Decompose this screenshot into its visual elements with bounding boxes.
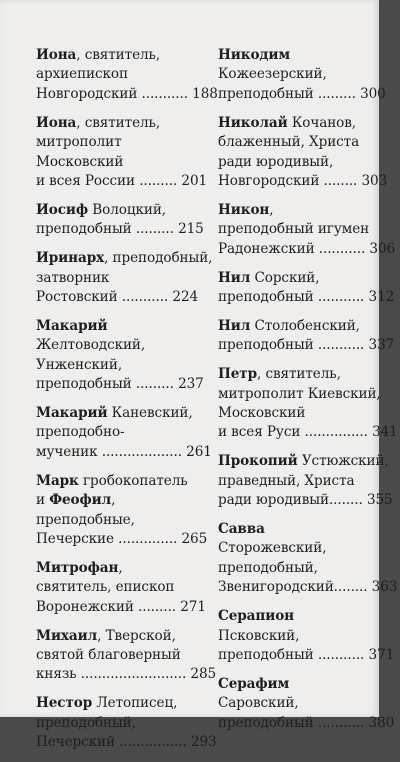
entry-text: митрополит Киевский, <box>218 385 381 402</box>
entry-text: , святитель, <box>257 366 341 383</box>
saint-name: Петр <box>218 366 258 383</box>
entry-text: гробокопатель <box>78 472 188 489</box>
index-entry <box>36 114 208 192</box>
entry-text: митрополит <box>36 134 122 151</box>
index-entry-line <box>218 240 396 259</box>
saint-name: Никон <box>218 201 270 218</box>
entry-text: Новгородский ........ <box>218 172 358 189</box>
index-entry-line <box>36 694 198 713</box>
entry-text: 303 <box>357 172 388 189</box>
entry-text: Столобенский, <box>250 317 360 334</box>
entry-text: Звенигородский........ <box>218 579 368 596</box>
saint-name: Нестор <box>36 695 93 712</box>
entry-text: 341 <box>367 424 398 441</box>
index-entry-line <box>36 472 198 491</box>
entry-text: Радонежский ........... <box>218 240 366 257</box>
index-entry-line <box>218 365 380 384</box>
saint-name: Марк <box>36 472 79 489</box>
index-entry-line <box>36 578 198 597</box>
index-entry-line <box>218 201 380 220</box>
entry-text: 355 <box>362 492 393 509</box>
entry-text: 261 <box>181 443 212 460</box>
index-entry <box>218 520 398 598</box>
index-entry <box>218 201 396 259</box>
entry-text: , <box>111 492 116 509</box>
entry-text: 312 <box>364 288 395 305</box>
saint-name: Иринарх <box>36 250 105 267</box>
entry-text: 293 <box>186 734 217 751</box>
index-entry-line <box>36 336 198 355</box>
index-entry <box>36 472 208 550</box>
index-entry-line <box>218 133 380 152</box>
index-entry-line <box>36 665 217 684</box>
entry-text: 237 <box>173 376 204 393</box>
index-entry-line <box>36 172 208 191</box>
entry-text: Новгородский ........... <box>36 85 188 102</box>
entry-text: , святитель, <box>76 47 161 63</box>
index-entry-line <box>36 443 212 462</box>
saint-name: Михаил <box>36 627 98 644</box>
index-entry-line <box>36 114 198 133</box>
saint-name: Макарий <box>36 405 108 421</box>
saint-name: Никодим <box>218 47 291 63</box>
index-entry-line <box>218 336 395 355</box>
index-entry-line <box>36 201 198 220</box>
index-entry-line <box>36 220 204 239</box>
saint-name: Иосиф <box>36 201 89 218</box>
entry-text: мученик ................... <box>36 443 182 460</box>
index-entry <box>36 317 204 395</box>
entry-text: и всея России ......... <box>36 172 178 189</box>
entry-text: Московский <box>36 153 124 170</box>
entry-text: 300 <box>355 85 386 102</box>
index-entry-line <box>36 598 206 617</box>
entry-text: преподобно- <box>36 424 125 441</box>
saint-name: Савва <box>218 521 265 538</box>
entry-text: 271 <box>176 598 206 615</box>
entry-text: , Тверской, <box>97 627 176 644</box>
index-entry-line <box>218 404 380 423</box>
entry-text: преподобный ........... <box>218 714 365 731</box>
saint-name: Серапион <box>218 608 295 625</box>
entry-text: и <box>36 492 50 509</box>
entry-text: преподобные, <box>36 511 135 528</box>
entry-text: 363 <box>367 579 398 596</box>
entry-text: 201 <box>177 172 208 189</box>
index-entry-line <box>218 578 398 597</box>
entry-text: преподобный ........... <box>218 337 365 354</box>
entry-text: Кочанов, <box>287 114 357 131</box>
index-entry-line <box>218 85 386 104</box>
index-entry-line <box>218 646 395 665</box>
index-entry-line <box>36 511 198 530</box>
entry-text: , <box>269 201 274 218</box>
index-entry <box>36 249 213 307</box>
index-entry <box>36 46 218 104</box>
entry-text: Сорский, <box>250 269 320 286</box>
index-entry <box>36 694 217 752</box>
index-entry-line <box>218 520 380 539</box>
index-entry-line <box>218 539 380 558</box>
index-entry <box>218 452 393 510</box>
index-entry-line <box>36 491 198 510</box>
index-entry <box>218 365 398 443</box>
entry-text: Желтоводский, <box>36 337 146 354</box>
index-entry-line <box>36 65 198 84</box>
index-entry-line <box>36 530 208 549</box>
index-entry-line <box>36 627 198 646</box>
index-entry-line <box>218 491 393 510</box>
index-entry-line <box>36 85 218 104</box>
entry-text: 265 <box>177 530 208 547</box>
index-entry-line <box>36 404 198 423</box>
entry-text: Каневский, <box>107 405 193 421</box>
entry-text: Летописец, <box>92 695 178 712</box>
index-entry <box>218 46 386 104</box>
index-entry-line <box>218 627 380 646</box>
index-entry-line <box>36 646 198 665</box>
entry-text: блаженный, Христа <box>218 134 360 151</box>
index-entry-line <box>36 423 198 442</box>
entry-text: преподобный игумен <box>218 221 370 238</box>
entry-text: , преподобный, <box>104 250 213 267</box>
entry-text: 215 <box>173 221 204 238</box>
index-entry-line <box>36 733 217 752</box>
index-entry-line <box>218 472 380 491</box>
entry-text: Волоцкий, <box>88 201 167 218</box>
saint-name: Нил <box>218 269 251 286</box>
entry-text: 371 <box>364 646 395 663</box>
entry-text: праведный, Христа <box>218 472 355 489</box>
saint-name: Иона <box>36 47 77 63</box>
entry-text: Печерский ................ <box>36 734 187 751</box>
index-column-right <box>218 46 398 743</box>
entry-text: Ростовский ........... <box>36 288 169 305</box>
index-entry-line <box>36 356 198 375</box>
entry-text: святитель, епископ <box>36 579 175 596</box>
index-entry-line <box>36 249 213 268</box>
index-entry <box>218 114 388 192</box>
saint-name: Николай <box>218 114 288 131</box>
index-entry <box>218 269 395 308</box>
entry-text: преподобный ........... <box>218 646 365 663</box>
index-entry-line <box>36 375 204 394</box>
index-entry-line <box>36 317 198 336</box>
index-entry-line <box>36 153 198 172</box>
saint-name: Серафим <box>218 675 290 692</box>
entry-text: ради юродивый........ <box>218 492 363 509</box>
index-entry-line <box>218 675 380 694</box>
index-entry-line <box>36 288 198 307</box>
saint-name: Нил <box>218 317 251 334</box>
index-entry-line <box>218 607 380 626</box>
entry-text: Воронежский ......... <box>36 598 177 615</box>
index-entry-line <box>218 317 380 336</box>
entry-text: архиепископ <box>36 66 128 83</box>
entry-text: 188 <box>187 85 218 102</box>
index-entry-line <box>36 46 198 65</box>
saint-name: Прокопий <box>218 453 298 470</box>
index-entry <box>36 201 204 240</box>
index-entry-line <box>218 220 380 239</box>
index-entry-line <box>36 133 198 152</box>
entry-text: князь ......................... <box>36 666 187 683</box>
index-entry-line <box>36 559 198 578</box>
entry-text: Унженский, <box>36 356 123 373</box>
entry-text: преподобный ......... <box>218 85 356 102</box>
entry-text: Устюжский, <box>297 453 389 470</box>
entry-text: Сторожевский, <box>218 540 327 557</box>
index-column-left <box>36 46 218 762</box>
entry-text: и всея Руси ............... <box>218 424 368 441</box>
index-entry <box>218 317 395 356</box>
index-entry <box>36 559 206 617</box>
entry-text: преподобный ......... <box>36 221 174 238</box>
entry-text: 380 <box>364 714 395 731</box>
entry-text: 285 <box>186 666 217 683</box>
entry-text: 337 <box>364 337 395 354</box>
index-entry-line <box>218 385 380 404</box>
index-entry-line <box>218 423 398 442</box>
entry-text: 224 <box>168 288 199 305</box>
saint-name: Митрофан <box>36 559 119 576</box>
index-entry-line <box>218 269 380 288</box>
index-entry <box>36 627 217 685</box>
index-entry-line <box>218 288 395 307</box>
index-entry-line <box>218 65 380 84</box>
index-entry-line <box>218 46 380 65</box>
saint-name: Феофил <box>49 492 112 509</box>
entry-text: преподобный, <box>36 714 136 731</box>
entry-text: Печерские .............. <box>36 530 178 547</box>
entry-text: Псковский, <box>218 627 300 644</box>
index-entry-line <box>218 172 388 191</box>
index-entry-line <box>218 153 380 172</box>
entry-text: 306 <box>365 240 396 257</box>
saint-name: Иона <box>36 114 77 131</box>
index-entry <box>36 404 212 462</box>
entry-text: Московский <box>218 405 306 421</box>
entry-text: Саровский, <box>218 695 299 712</box>
index-entry-line <box>36 269 198 288</box>
entry-text: ради юродивый, <box>218 153 334 170</box>
index-entry-line <box>218 694 380 713</box>
entry-text: преподобный, <box>218 559 318 576</box>
entry-text: затворник <box>36 269 110 286</box>
index-entry <box>218 607 395 665</box>
entry-text: , <box>118 559 123 576</box>
entry-text: , святитель, <box>76 114 161 131</box>
saint-name: Макарий <box>36 317 108 334</box>
entry-text: Кожеезерский, <box>218 66 327 83</box>
entry-text: святой благоверный <box>36 646 181 663</box>
index-entry-line <box>218 452 389 471</box>
index-entry-line <box>218 114 380 133</box>
entry-text: преподобный ......... <box>36 376 174 393</box>
index-entry-line <box>218 559 380 578</box>
index-entry <box>218 675 395 733</box>
entry-text: преподобный ........... <box>218 288 365 305</box>
